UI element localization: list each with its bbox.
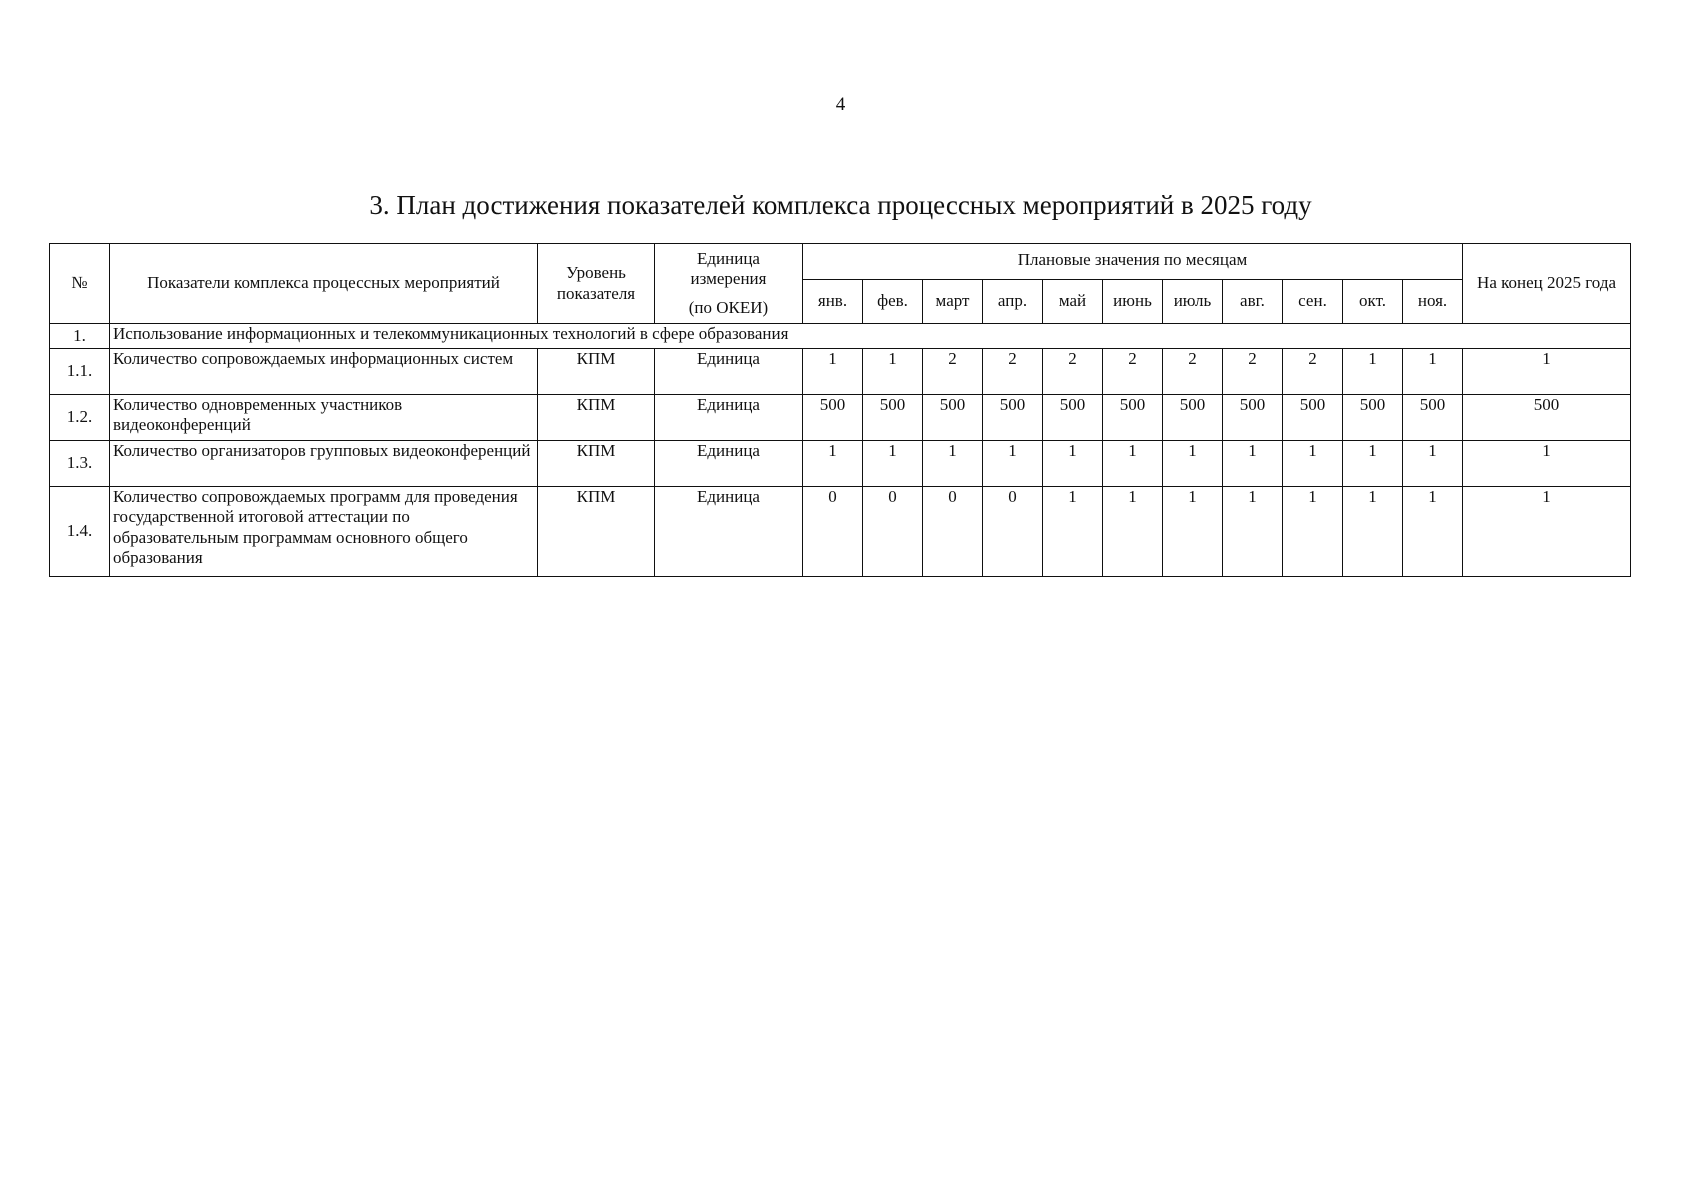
row-indicator: Количество сопровождаемых информационных систем bbox=[110, 349, 538, 395]
header-unit-line2: (по ОКЕИ) bbox=[688, 297, 769, 317]
plan-table bbox=[49, 243, 1631, 577]
row-unit: Единица bbox=[655, 487, 803, 577]
row-month-value: 1 bbox=[1283, 441, 1343, 487]
row-month-value: 1 bbox=[1403, 349, 1463, 395]
page-title: 3. План достижения показателей комплекса процессных мероприятий в 2025 году bbox=[369, 190, 1312, 220]
row-month-value: 500 bbox=[1163, 395, 1223, 441]
row-level: КПМ bbox=[538, 487, 655, 577]
header-month: окт. bbox=[1343, 280, 1403, 324]
header-unit bbox=[655, 244, 803, 324]
row-month-value: 0 bbox=[923, 487, 983, 577]
header-month: ноя. bbox=[1403, 280, 1463, 324]
row-num: 1.2. bbox=[50, 395, 110, 441]
page-number: 4 bbox=[835, 94, 846, 115]
header-month: сен. bbox=[1283, 280, 1343, 324]
row-indicator: Количество организаторов групповых видеоконференций bbox=[110, 441, 538, 487]
row-month-value: 500 bbox=[1283, 395, 1343, 441]
section-name: Использование информационных и телекоммуникационных технологий в сфере образования bbox=[110, 324, 1631, 349]
row-month-value: 1 bbox=[983, 441, 1043, 487]
row-month-value: 1 bbox=[863, 441, 923, 487]
header-month: июль bbox=[1163, 280, 1223, 324]
section-num: 1. bbox=[50, 324, 110, 349]
row-month-value: 500 bbox=[983, 395, 1043, 441]
row-month-value: 500 bbox=[1403, 395, 1463, 441]
row-month-value: 1 bbox=[1103, 487, 1163, 577]
header-month: июнь bbox=[1103, 280, 1163, 324]
row-month-value: 1 bbox=[1223, 487, 1283, 577]
row-month-value: 1 bbox=[1043, 441, 1103, 487]
table-row bbox=[50, 349, 1631, 395]
row-level: КПМ bbox=[538, 395, 655, 441]
row-month-value: 1 bbox=[1043, 487, 1103, 577]
row-unit: Единица bbox=[655, 441, 803, 487]
row-month-value: 1 bbox=[803, 441, 863, 487]
header-month: март bbox=[923, 280, 983, 324]
row-month-value: 2 bbox=[1163, 349, 1223, 395]
row-month-value: 500 bbox=[923, 395, 983, 441]
header-level: Уровень показателя bbox=[538, 244, 655, 324]
row-month-value: 2 bbox=[923, 349, 983, 395]
row-year-end: 1 bbox=[1463, 487, 1631, 577]
row-unit: Единица bbox=[655, 349, 803, 395]
table-row bbox=[50, 487, 1631, 577]
row-month-value: 1 bbox=[923, 441, 983, 487]
row-month-value: 500 bbox=[1223, 395, 1283, 441]
row-month-value: 1 bbox=[1163, 487, 1223, 577]
row-month-value: 2 bbox=[1223, 349, 1283, 395]
row-level: КПМ bbox=[538, 441, 655, 487]
row-month-value: 1 bbox=[1343, 487, 1403, 577]
row-month-value: 1 bbox=[1343, 349, 1403, 395]
header-year-end: На конец 2025 года bbox=[1463, 244, 1631, 324]
row-num: 1.4. bbox=[50, 487, 110, 577]
row-month-value: 1 bbox=[1283, 487, 1343, 577]
header-monthly: Плановые значения по месяцам bbox=[803, 244, 1463, 280]
row-year-end: 500 bbox=[1463, 395, 1631, 441]
header-indicator: Показатели комплекса процессных мероприятий bbox=[110, 244, 538, 324]
row-month-value: 1 bbox=[1403, 441, 1463, 487]
row-year-end: 1 bbox=[1463, 441, 1631, 487]
header-num: № bbox=[50, 244, 110, 324]
header-month: авг. bbox=[1223, 280, 1283, 324]
row-month-value: 1 bbox=[803, 349, 863, 395]
row-month-value: 2 bbox=[983, 349, 1043, 395]
header-month: май bbox=[1043, 280, 1103, 324]
row-month-value: 500 bbox=[803, 395, 863, 441]
table-row bbox=[50, 441, 1631, 487]
row-month-value: 1 bbox=[1103, 441, 1163, 487]
header-unit-line1: Единица измерения bbox=[690, 248, 767, 289]
row-month-value: 500 bbox=[1043, 395, 1103, 441]
row-indicator: Количество одновременных участников видеоконференций bbox=[110, 395, 538, 441]
row-num: 1.1. bbox=[50, 349, 110, 395]
row-month-value: 2 bbox=[1043, 349, 1103, 395]
row-indicator: Количество сопровождаемых программ для проведения государственной итоговой аттестации по образовательным программам основного общего образования bbox=[110, 487, 538, 577]
table-row bbox=[50, 395, 1631, 441]
row-month-value: 1 bbox=[863, 349, 923, 395]
row-num: 1.3. bbox=[50, 441, 110, 487]
row-month-value: 0 bbox=[983, 487, 1043, 577]
row-unit: Единица bbox=[655, 395, 803, 441]
row-month-value: 0 bbox=[863, 487, 923, 577]
row-month-value: 1 bbox=[1223, 441, 1283, 487]
row-month-value: 1 bbox=[1403, 487, 1463, 577]
section-row bbox=[50, 324, 1631, 349]
row-month-value: 500 bbox=[1343, 395, 1403, 441]
header-month: фев. bbox=[863, 280, 923, 324]
row-month-value: 2 bbox=[1103, 349, 1163, 395]
row-month-value: 500 bbox=[863, 395, 923, 441]
header-month: апр. bbox=[983, 280, 1043, 324]
row-level: КПМ bbox=[538, 349, 655, 395]
row-month-value: 1 bbox=[1343, 441, 1403, 487]
row-year-end: 1 bbox=[1463, 349, 1631, 395]
row-month-value: 2 bbox=[1283, 349, 1343, 395]
row-month-value: 1 bbox=[1163, 441, 1223, 487]
header-month: янв. bbox=[803, 280, 863, 324]
row-month-value: 0 bbox=[803, 487, 863, 577]
row-month-value: 500 bbox=[1103, 395, 1163, 441]
